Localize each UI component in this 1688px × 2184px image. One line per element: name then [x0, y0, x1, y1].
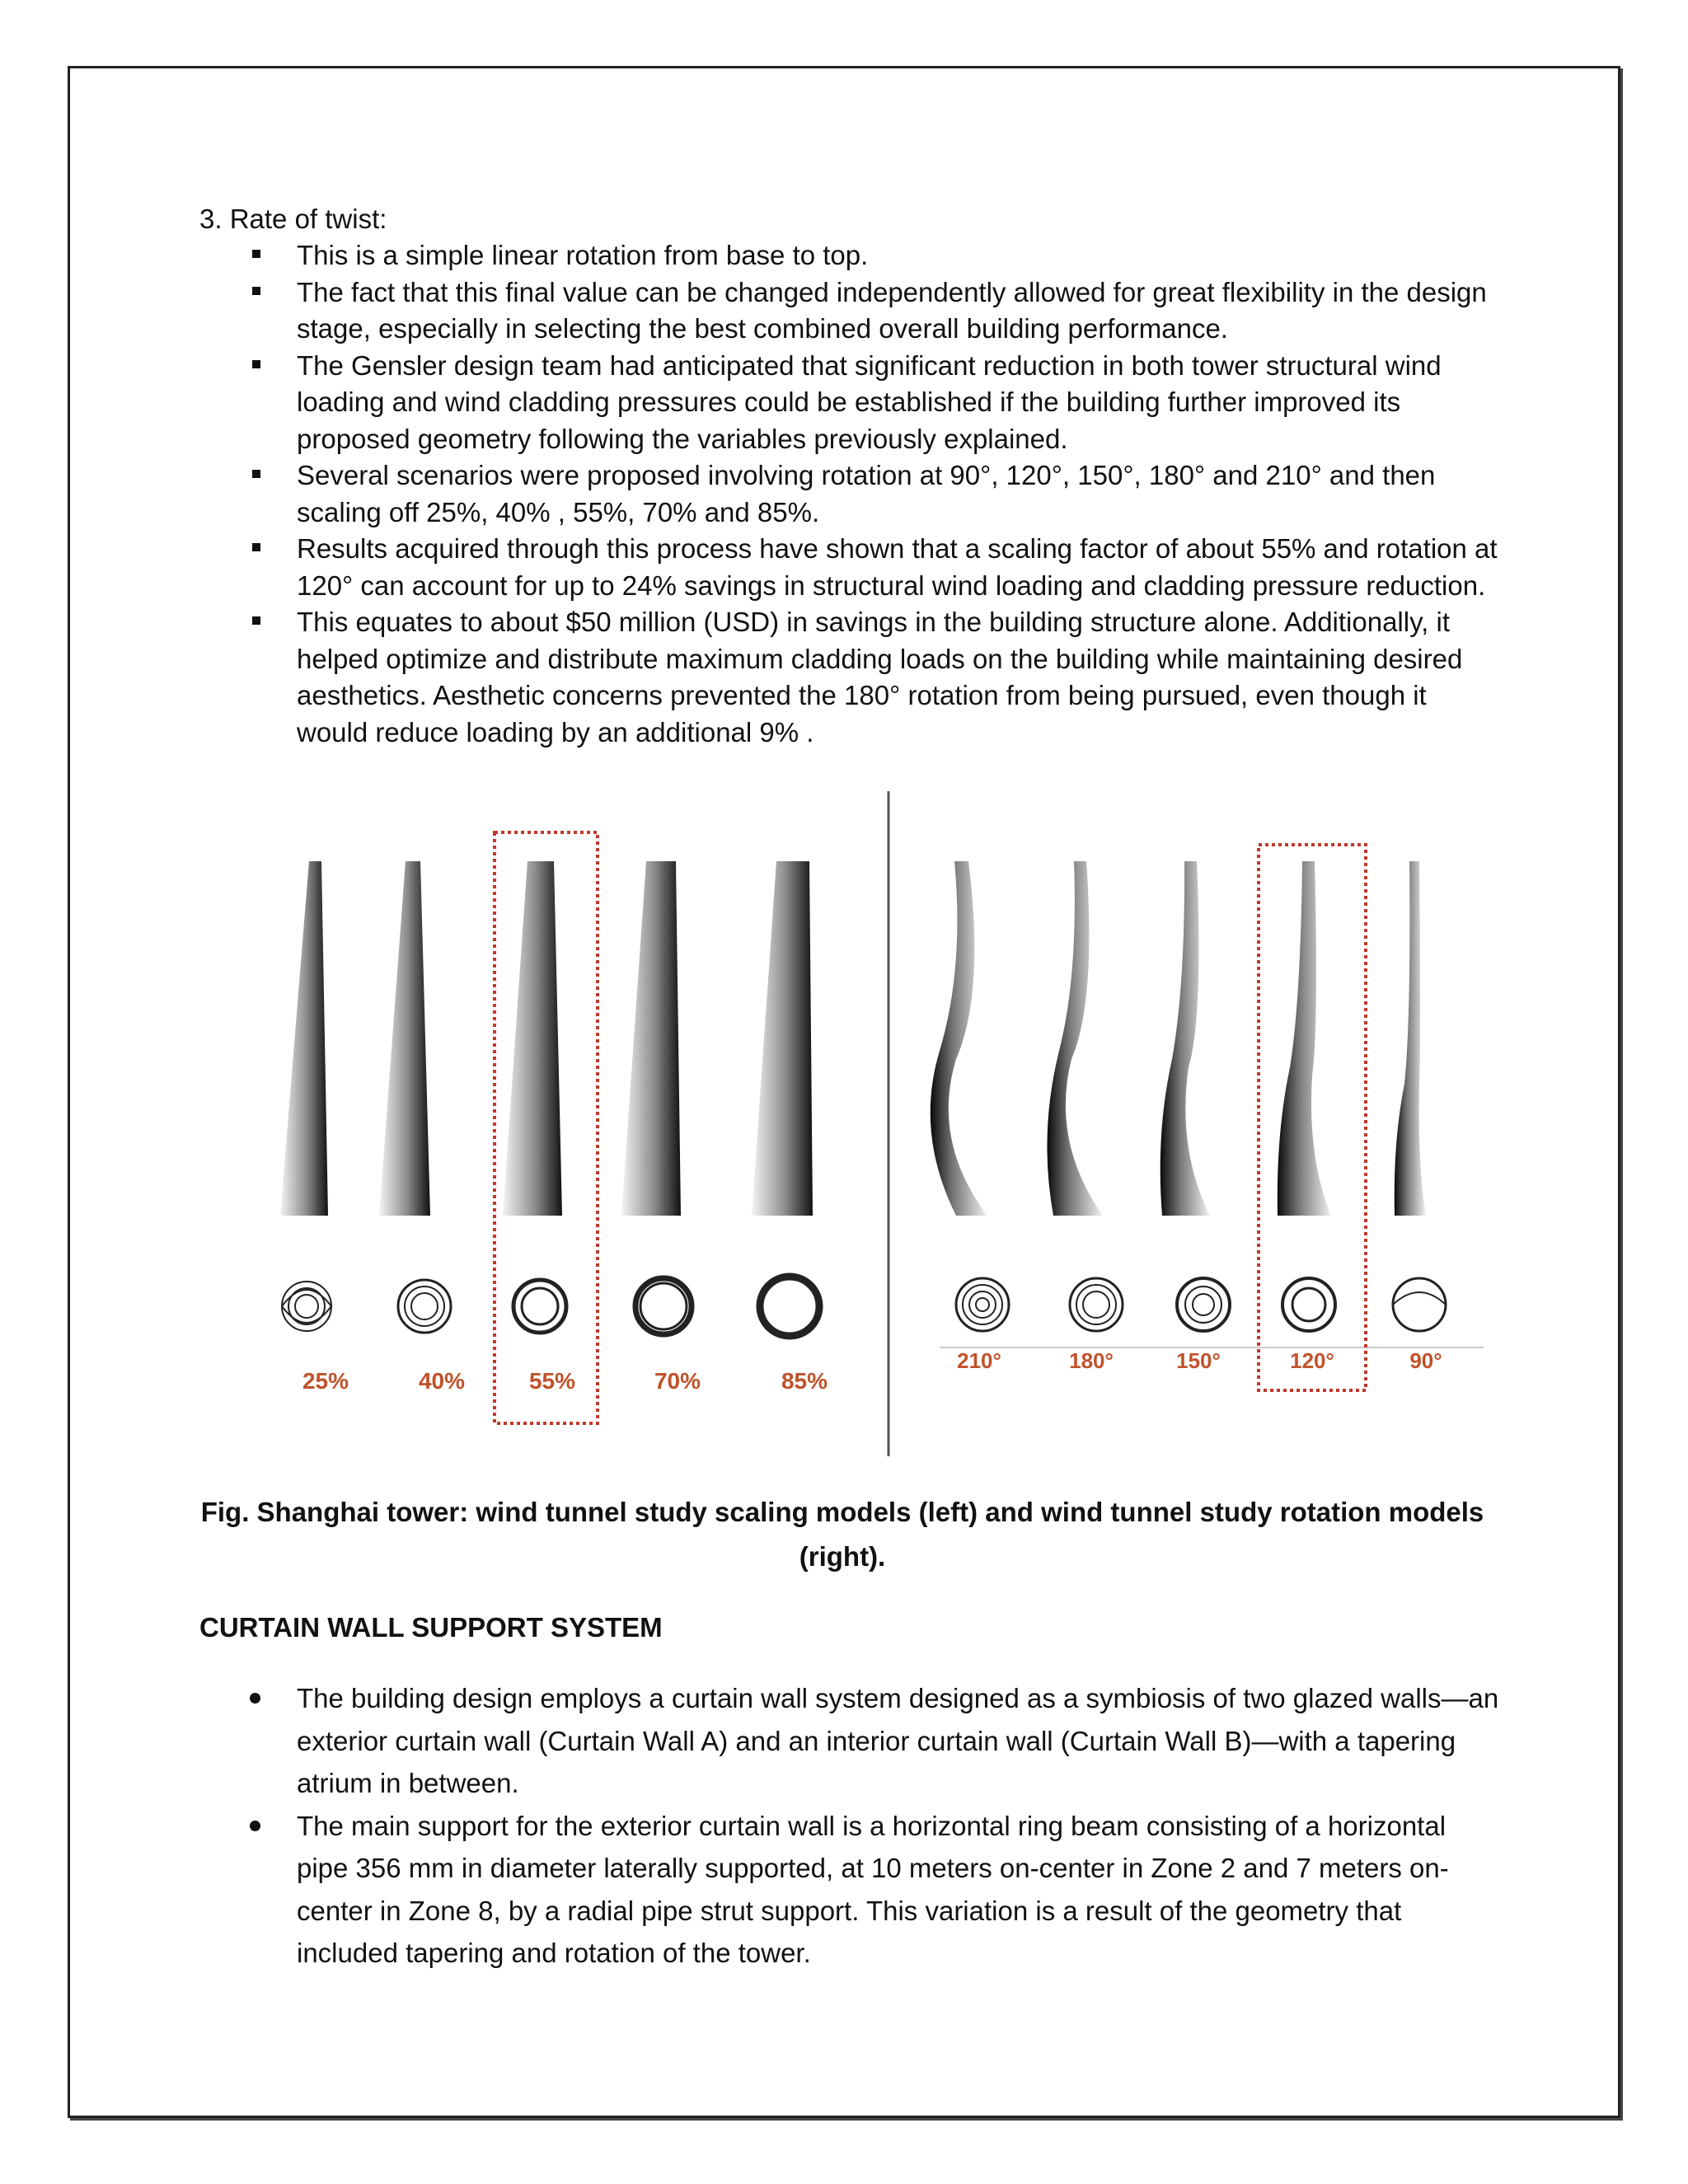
plan-ring-85 — [760, 1277, 819, 1336]
rotation-label-120: 120° — [1290, 1348, 1334, 1373]
plan-ring-90 — [1393, 1278, 1446, 1331]
tower-model-150 — [1160, 861, 1210, 1216]
plan-ring-55 — [513, 1280, 566, 1333]
plan-ring-40 — [398, 1280, 451, 1333]
list-item: The Gensler design team had anticipated that significant reduction in both tower structural wind loading and wind cladding pressures could be established if the building further improved its proposed geometry following the variables previously explained. — [199, 348, 1502, 458]
scaling-towers — [280, 861, 813, 1216]
section-heading: 3. Rate of twist: — [199, 204, 387, 234]
twist-bullet-list — [199, 237, 1502, 751]
scaling-label-25: 25% — [302, 1368, 349, 1394]
scaling-label-85: 85% — [781, 1368, 828, 1394]
tower-model-40 — [379, 861, 430, 1216]
tower-model-90 — [1395, 861, 1426, 1216]
plan-ring-25 — [282, 1282, 331, 1331]
plan-ring-120 — [1282, 1278, 1335, 1331]
scaling-label-40: 40% — [418, 1368, 466, 1394]
list-item: The building design employs a curtain wall system designed as a symbiosis of two glazed walls—an exterior curtain wall (Curtain Wall A) and an interior curtain wall (Curtain Wall B)—with a tapering atrium in between. — [199, 1677, 1502, 1805]
list-item: The fact that this final value can be changed independently allowed for great flexibility in the design stage, especially in selecting the best combined overall building performance. — [199, 274, 1502, 348]
list-item: Results acquired through this process have shown that a scaling factor of about 55% and rotation at 120° can account for up to 24% savings in structural wind loading and cladding pressure reduction. — [199, 531, 1502, 604]
tower-model-70 — [621, 861, 681, 1216]
scaling-label-70: 70% — [654, 1368, 701, 1394]
rotation-label-180: 180° — [1069, 1348, 1114, 1373]
list-item: Several scenarios were proposed involving rotation at 90°, 120°, 150°, 180° and 210° and then scaling off 25%, 40% , 55%, 70% and 85%. — [199, 457, 1502, 531]
list-item: This equates to about $50 million (USD) in savings in the building structure alone. Additionally, it helped optimize and distribute maximum cladding loads on the building while maintaining desired aesthetics. Aesthetic concerns prevented the 180° rotation from being pursued, even though it would reduce loading by an additional 9% . — [199, 604, 1502, 751]
tower-model-210 — [931, 861, 987, 1216]
tower-model-25 — [280, 861, 328, 1216]
scaling-label-55: 55% — [528, 1368, 576, 1394]
rotation-label-90: 90° — [1409, 1348, 1442, 1373]
tower-model-120 — [1278, 861, 1331, 1216]
list-item: This is a simple linear rotation from base to top. — [199, 237, 1502, 274]
plan-ring-150 — [1177, 1278, 1230, 1331]
rotation-towers — [931, 861, 1426, 1216]
scaling-plan-rings — [282, 1277, 819, 1336]
curtain-wall-bullet-list — [199, 1677, 1502, 1975]
list-item: The main support for the exterior curtain wall is a horizontal ring beam consisting of a horizontal pipe 356 mm in diameter laterally supported, at 10 meters on-center in Zone 2 and 7 meters on-center in Zone 8, by a radial pipe strut support. This variation is a result of the geometry that included tapering and rotation of the tower. — [199, 1805, 1502, 1975]
rotation-label-210: 210° — [957, 1348, 1001, 1373]
curtain-wall-heading: CURTAIN WALL SUPPORT SYSTEM — [199, 1612, 663, 1643]
wind-tunnel-models-diagram — [256, 787, 1492, 1459]
plan-ring-180 — [1070, 1278, 1123, 1331]
rotation-label-150: 150° — [1176, 1348, 1221, 1373]
plan-ring-70 — [635, 1278, 692, 1334]
plan-ring-210 — [956, 1278, 1009, 1331]
tower-model-85 — [752, 861, 813, 1216]
rotation-plan-rings — [956, 1278, 1446, 1331]
tower-model-180 — [1047, 861, 1103, 1216]
wind-tunnel-figure — [256, 787, 1492, 1459]
tower-model-55 — [503, 861, 562, 1216]
figure-caption: Fig. Shanghai tower: wind tunnel study scaling models (left) and wind tunnel study rotation models (right). — [200, 1497, 1484, 1572]
